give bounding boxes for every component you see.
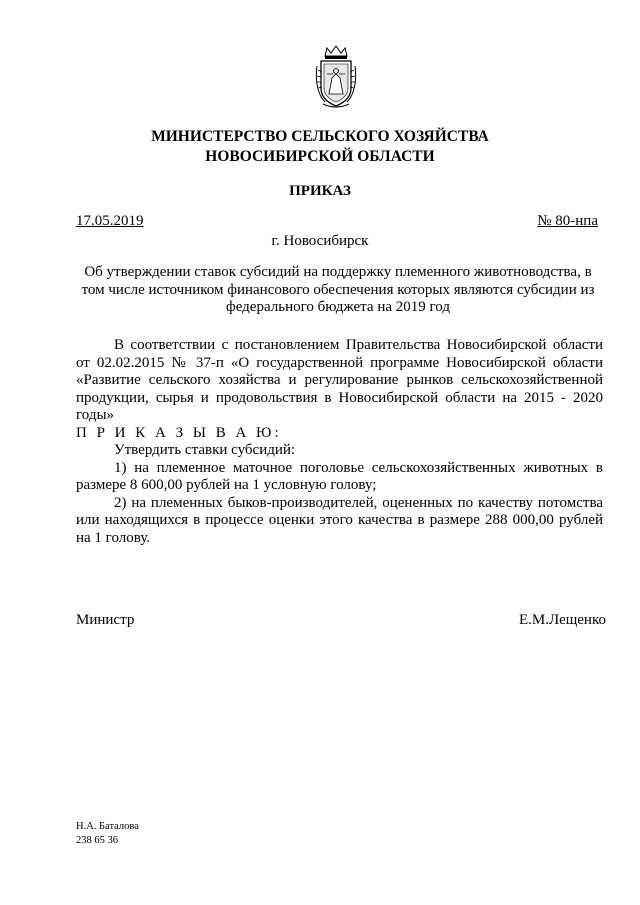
coat-of-arms-icon (315, 44, 357, 110)
order-word: П Р И К А З Ы В А Ю: (76, 424, 282, 441)
order-body (76, 337, 603, 547)
item-intro: Утвердить ставки субсидий: (114, 442, 296, 458)
preamble-paragraph: В соответствии с постановлением Правительства Новосибирской области от 02.02.2015 № 37-п «О государственной программе Новосибирской области «Развитие сельского хозяйства и регулирование рынков сельскохозяйственной продукции, сырья и продовольствия в Новосибирской области на 2015 - 2020 годы» (76, 337, 603, 423)
order-date: 17.05.2019 (76, 213, 144, 229)
order-item-1: 1) на племенное маточное поголовье сельскохозяйственных животных в размере 8 600,00 рублей на 1 условную голову; (76, 459, 603, 493)
executor-phone: 238 65 36 (76, 835, 118, 846)
order-item-2: 2) на племенных быков-производителей, оцененных по качеству потомства или находящихся в процессе оценки этого качества в размере 288 000,00 рублей на 1 голову. (76, 494, 603, 546)
order-number: № 80-нпа (537, 213, 598, 229)
ministry-name (0, 127, 640, 167)
order-subject: Об утверждении ставок субсидий на поддержку племенного животноводства, в том числе источником финансового обеспечения которых являются субсидии из федерального бюджета на 2019 год (81, 264, 595, 315)
signature-block (76, 611, 606, 629)
document-type-title: ПРИКАЗ (289, 183, 351, 199)
ministry-name-line1: МИНИСТЕРСТВО СЕЛЬСКОГО ХОЗЯЙСТВА (151, 128, 489, 145)
ministry-name-line2: НОВОСИБИРСКОЙ ОБЛАСТИ (205, 148, 435, 165)
executor-name: Н.А. Баталова (76, 821, 139, 832)
signatory-position: Министр (76, 612, 135, 628)
order-city: г. Новосибирск (271, 233, 369, 249)
signatory-name: Е.М.Лещенко (519, 612, 606, 628)
executor-block (76, 820, 139, 848)
